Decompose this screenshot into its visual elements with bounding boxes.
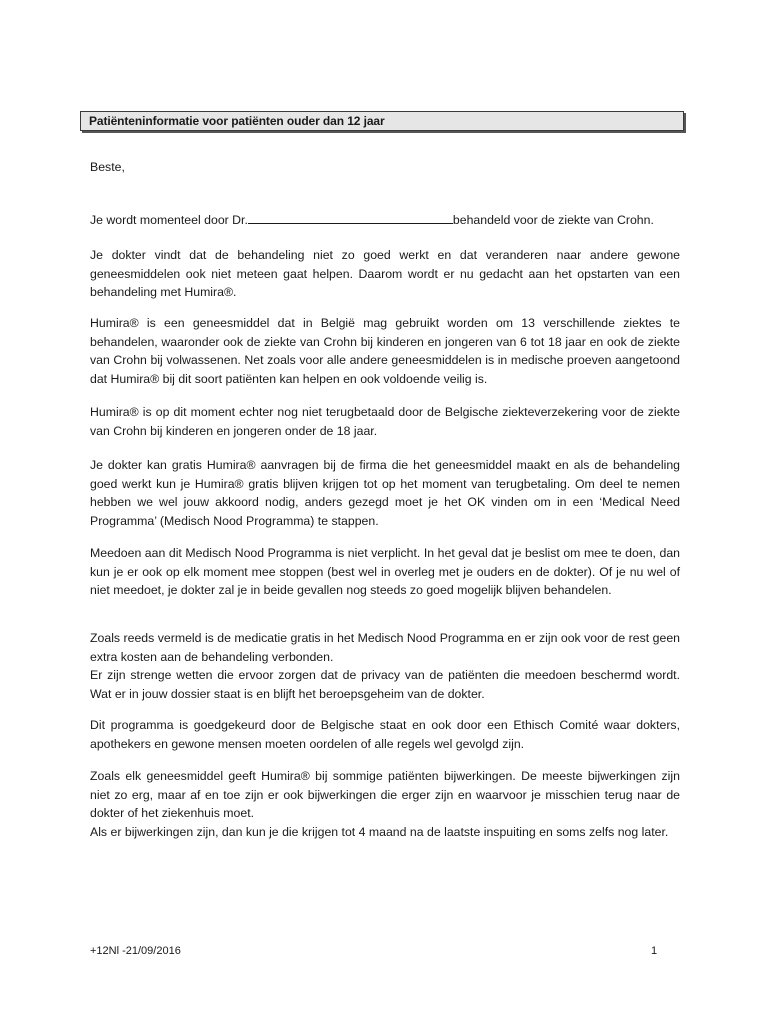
privacy-text: Er zijn strenge wetten die ervoor zorgen dat de privacy van de patiënten die meedoen beschermd wordt. Wat er in jouw dossier staat is en blijft het beroepsgeheim van de dokter. — [90, 668, 680, 701]
title-box — [80, 111, 684, 131]
costs-text: Zoals reeds vermeld is de medicatie gratis in het Medisch Nood Programma en er zijn ook voor de rest geen extra kosten aan de behandeling verbonden. — [90, 631, 680, 664]
document-title: Patiënteninformatie voor patiënten ouder dan 12 jaar — [89, 114, 385, 128]
greeting: Beste, — [90, 160, 125, 174]
paragraph-approval: Dit programma is goedgekeurd door de Belgische staat en ook door een Ethisch Comité waar dokters, apothekers en gewone mensen moeten oordelen of alle regels wel gevolgd zijn. — [90, 718, 680, 751]
doctor-line-before: Je wordt momenteel door Dr. — [90, 213, 248, 227]
paragraph-participation: Meedoen aan dit Medisch Nood Programma is niet verplicht. In het geval dat je beslist om mee te doen, dan kun je er ook op elk moment mee stoppen (best wel in overleg met je ouders en de dokter). Of je nu wel of niet meedoet, je dokter zal je in beide gevallen nog steeds zo goed mogelijk blijven behandelen. — [90, 546, 680, 597]
paragraph-doctor-line — [90, 211, 680, 230]
paragraph-free-access: Je dokter kan gratis Humira® aanvragen bij de firma die het geneesmiddel maakt en als de behandeling goed werkt kun je Humira® gratis blijven krijgen tot op het moment van terugbetaling. Om deel te nemen hebben we wel jouw akkoord nodig, anders gezegd moet je het OK vinden om in een ‘Medical Need Programma’ (Medisch Nood Programma) te stappen. — [90, 458, 680, 528]
paragraph-humira-use: Humira® is een geneesmiddel dat in België mag gebruikt worden om 13 verschillende ziektes te behandelen, waaronder ook de ziekte van Crohn bij kinderen en jongeren van 6 tot 18 jaar en ook de ziekte van Crohn bij volwassenen. Net zoals voor alle andere geneesmiddelen is in medische proeven aangetoond dat Humira® bij dit soort patiënten kan helpen en ook voldoende veilig is. — [90, 316, 680, 386]
footer-code: +12Nl -21/09/2016 — [90, 945, 181, 957]
page-number: 1 — [651, 945, 658, 957]
paragraph-side-effects — [90, 767, 680, 841]
paragraph-costs-privacy — [90, 629, 680, 703]
doctor-name-blank — [248, 211, 453, 224]
side-effects-text: Zoals elk geneesmiddel geeft Humira® bij sommige patiënten bijwerkingen. De meeste bijwerkingen zijn niet zo erg, maar af en toe zijn er ook bijwerkingen die erger zijn en waarvoor je misschien terug naar de dokter of het ziekenhuis moet. — [90, 769, 680, 820]
paragraph-reimbursement: Humira® is op dit moment echter nog niet terugbetaald door de Belgische ziekteverzekering voor de ziekte van Crohn bij kinderen en jongeren onder de 18 jaar. — [90, 405, 680, 438]
paragraph-treatment: Je dokter vindt dat de behandeling niet zo goed werkt en dat veranderen naar andere gewone geneesmiddelen ook niet meteen gaat helpen. Daarom wordt er nu gedacht aan het opstarten van een behandeling met Humira®. — [90, 248, 680, 299]
doctor-line-after: behandeld voor de ziekte van Crohn. — [452, 213, 654, 227]
side-effects-duration-text: Als er bijwerkingen zijn, dan kun je die krijgen tot 4 maand na de laatste inspuiting en soms zelfs nog later. — [90, 824, 669, 839]
